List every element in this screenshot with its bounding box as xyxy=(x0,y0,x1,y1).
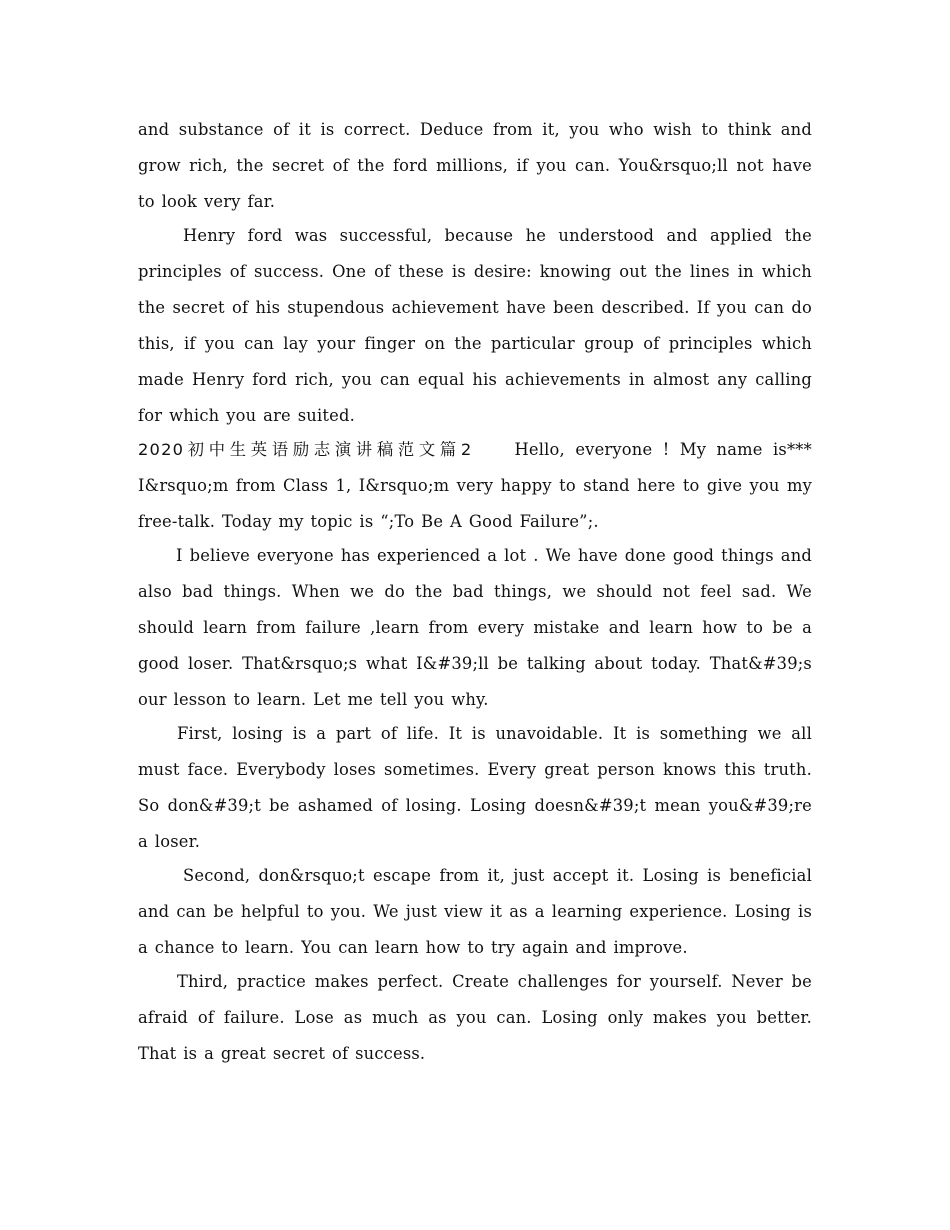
paragraph-third: Third, practice makes perfect. Create challenges for yourself. Never be afraid of failure. Lose as much as you can. Losing only makes you better. That is a great secret of success. xyxy=(138,972,812,1063)
section-heading-paragraph xyxy=(138,432,812,540)
section-intro: Hello, everyone ! My name is*** I&rsquo;m from Class 1, I&rsquo;m very happy to stand here to give you my free-talk. Today my topic is “;To Be A Good Failure”;. xyxy=(138,440,812,531)
document-page xyxy=(138,112,812,1070)
paragraph-second: Second, don&rsquo;t escape from it, just accept it. Losing is beneficial and can be helpful to you. We just view it as a learning experience. Losing is a chance to learn. You can learn how to try again and improve. xyxy=(138,866,812,957)
paragraph-experience: I believe everyone has experienced a lot . We have done good things and also bad things. When we do the bad things, we should not feel sad. We should learn from failure ,learn from every mistake and learn how to be a good loser. That&rsquo;s what I&#39;ll be talking about today. That&#39;s our lesson to learn. Let me tell you why. xyxy=(138,546,812,709)
section-title: 2020初中生英语励志演讲稿范文篇2 xyxy=(138,440,473,459)
paragraph-ford-intro: and substance of it is correct. Deduce from it, you who wish to think and grow rich, the secret of the ford millions, if you can. You&rsquo;ll not have to look very far. xyxy=(138,120,812,211)
paragraph-henry-ford: Henry ford was successful, because he understood and applied the principles of success. One of these is desire: knowing out the lines in which the secret of his stupendous achievement have been described. If you can do this, if you can lay your finger on the particular group of principles which made Henry ford rich, you can equal his achievements in almost any calling for which you are suited. xyxy=(138,226,812,425)
paragraph-first: First, losing is a part of life. It is unavoidable. It is something we all must face. Everybody loses sometimes. Every great person knows this truth. So don&#39;t be ashamed of losing. Losing doesn&#39;t mean you&#39;re a loser. xyxy=(138,724,812,851)
